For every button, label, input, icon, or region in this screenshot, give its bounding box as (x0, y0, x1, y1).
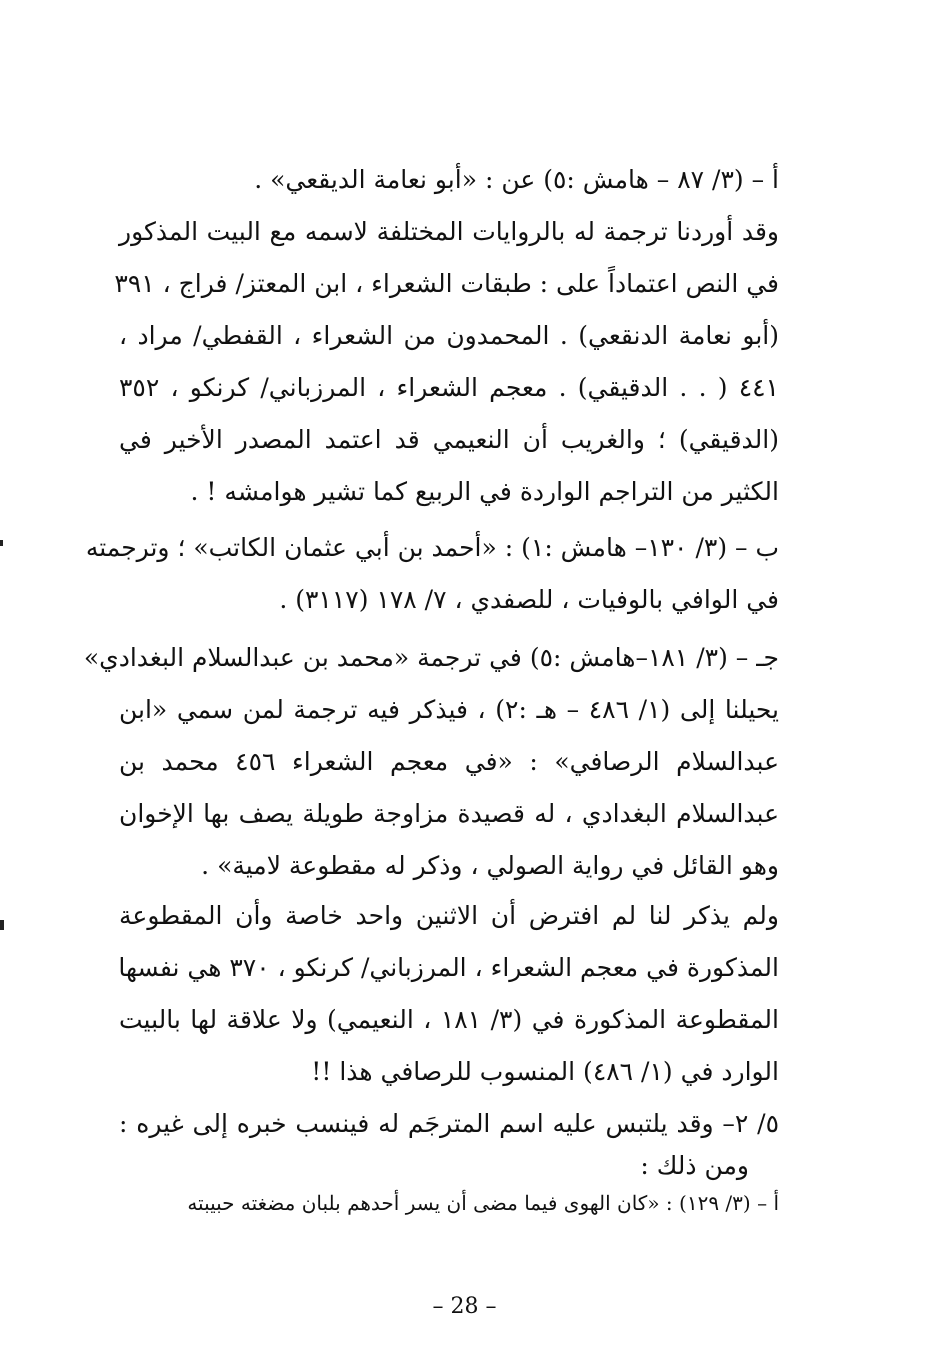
text-line: ومن ذلك : (640, 1151, 749, 1180)
text-line: المقطوعة المذكورة في (٣/ ١٨١ ، النعيمي) ولا علاقة لها بالبيت (119, 1005, 779, 1034)
item-a-heading: أ – (٣/ ١٢٩) : «كان الهوى فيما مضى أن يسر أحدهم بلبان مضغته حبيبته (187, 1191, 779, 1215)
text-line: في النص اعتماداً على : طبقات الشعراء ، ابن المعتز/ فراج ، ٣٩١ (114, 269, 779, 298)
text-line: الكثير من التراجم الواردة في الربيع كما تشير هوامشه ! . (190, 477, 779, 506)
text-line: وقد أوردنا ترجمة له بالروايات المختلفة لاسمه مع البيت المذكور (119, 217, 779, 246)
text-line: يحيلنا إلى (١/ ٤٨٦ – هـ :٢) ، فيذكر فيه ترجمة لمن سمي «ابن (119, 695, 780, 724)
text-line: ٤٤١ ( . . الدقيقي) . معجم الشعراء ، المرزباني/ كرنكو ، ٣٥٢ (119, 373, 779, 402)
text-line: الوارد في (١/ ٤٨٦) المنسوب للرصافي هذا !! (311, 1057, 779, 1086)
text-line: وهو القائل في رواية الصولي ، وذكر له مقطوعة لامية» . (201, 851, 779, 880)
text-line: المذكورة في معجم الشعراء ، المرزباني/ كرنكو ، ٣٧٠ هي نفسها (118, 953, 779, 982)
scan-mark (0, 920, 4, 930)
page-number: – 28 – (432, 1294, 497, 1319)
text-line: (الدقيقي) ؛ والغريب أن النعيمي قد اعتمد المصدر الأخير في (119, 425, 779, 454)
text-line: في الوافي بالوفيات ، للصفدي ، ٧/ ١٧٨ (٣١١٧) . (279, 585, 779, 614)
scan-mark (0, 540, 3, 546)
text-line: ولم يذكر لنا لم افترض أن الاثنين واحد خاصة وأن المقطوعة (119, 901, 779, 930)
text-line: عبدالسلام البغدادي ، له قصيدة مزاوجة طويلة يصف بها الإخوان (119, 799, 779, 828)
text-line: عبدالسلام الرصافي» : «في معجم الشعراء ٤٥٦ محمد بن (119, 747, 779, 776)
item-a-heading: أ – (٣/ ٨٧ – هامش :٥) عن : «أبو نعامة الديقعي» . (254, 165, 779, 194)
item-c-heading: جـ – (٣/ ١٨١–هامش :٥) في ترجمة «محمد بن عبدالسلام البغدادي» (83, 643, 779, 672)
text-line: (أبو نعامة الدنقعي) . المحمدون من الشعراء ، القفطي/ مراد ، (119, 321, 779, 350)
section-heading: ٥/ ٢– وقد يلتبس عليه اسم المترجَم له فينسب خبره إلى غيره : (119, 1109, 779, 1138)
item-b-heading: ب – (٣/ ١٣٠– هامش :١) : «أحمد بن أبي عثمان الكاتب» ؛ وترجمته (85, 533, 779, 562)
